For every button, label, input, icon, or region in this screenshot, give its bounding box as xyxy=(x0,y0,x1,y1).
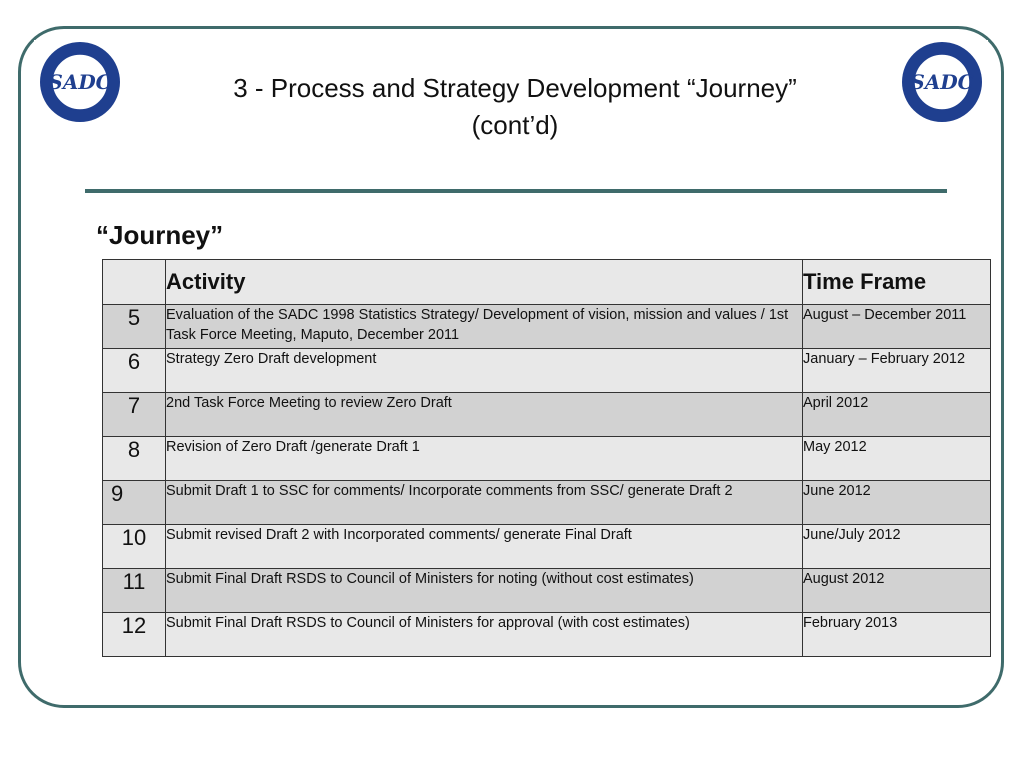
row-time-frame: August – December 2011 xyxy=(803,305,991,349)
row-time-frame: June 2012 xyxy=(803,481,991,525)
row-activity: Strategy Zero Draft development xyxy=(166,349,803,393)
table-row xyxy=(103,613,991,657)
header-num xyxy=(103,260,166,305)
row-activity: Submit Final Draft RSDS to Council of Ministers for approval (with cost estimates) xyxy=(166,613,803,657)
row-activity: Submit Draft 1 to SSC for comments/ Incorporate comments from SSC/ generate Draft 2 xyxy=(166,481,803,525)
row-number: 8 xyxy=(103,437,166,481)
journey-table xyxy=(102,259,991,657)
logo-text-left: SADC xyxy=(48,70,112,94)
header-activity: Activity xyxy=(166,260,803,305)
row-number: 9 xyxy=(103,481,166,525)
row-time-frame: April 2012 xyxy=(803,393,991,437)
row-activity: Revision of Zero Draft /generate Draft 1 xyxy=(166,437,803,481)
row-number: 10 xyxy=(103,525,166,569)
title-line-2: (cont’d) xyxy=(471,110,559,140)
header-time-frame: Time Frame xyxy=(803,260,991,305)
row-number: 7 xyxy=(103,393,166,437)
row-activity: Submit Final Draft RSDS to Council of Ministers for noting (without cost estimates) xyxy=(166,569,803,613)
row-time-frame: August 2012 xyxy=(803,569,991,613)
row-time-frame: January – February 2012 xyxy=(803,349,991,393)
title-divider xyxy=(85,189,947,193)
table-row xyxy=(103,393,991,437)
row-time-frame: June/July 2012 xyxy=(803,525,991,569)
logo-text-right: SADC xyxy=(910,70,974,94)
row-activity: Submit revised Draft 2 with Incorporated comments/ generate Final Draft xyxy=(166,525,803,569)
row-number: 11 xyxy=(103,569,166,613)
table-row xyxy=(103,349,991,393)
table-row xyxy=(103,437,991,481)
row-number: 12 xyxy=(103,613,166,657)
section-subtitle: “Journey” xyxy=(96,220,224,250)
table-header-row xyxy=(103,260,991,305)
row-number: 5 xyxy=(103,305,166,349)
table-row xyxy=(103,481,991,525)
table-row xyxy=(103,569,991,613)
sadc-logo-right xyxy=(896,40,988,124)
row-activity: 2nd Task Force Meeting to review Zero Draft xyxy=(166,393,803,437)
sadc-emblem-icon xyxy=(34,40,126,124)
sadc-logo-left xyxy=(34,40,126,124)
table-row xyxy=(103,525,991,569)
row-time-frame: February 2013 xyxy=(803,613,991,657)
title-line-1: 3 - Process and Strategy Development “Journey” xyxy=(233,73,797,103)
row-number: 6 xyxy=(103,349,166,393)
slide-title xyxy=(200,70,830,144)
table-row xyxy=(103,305,991,349)
sadc-emblem-icon xyxy=(896,40,988,124)
row-activity: Evaluation of the SADC 1998 Statistics Strategy/ Development of vision, mission and values / 1st Task Force Meeting, Maputo, December 2011 xyxy=(166,305,803,349)
row-time-frame: May 2012 xyxy=(803,437,991,481)
